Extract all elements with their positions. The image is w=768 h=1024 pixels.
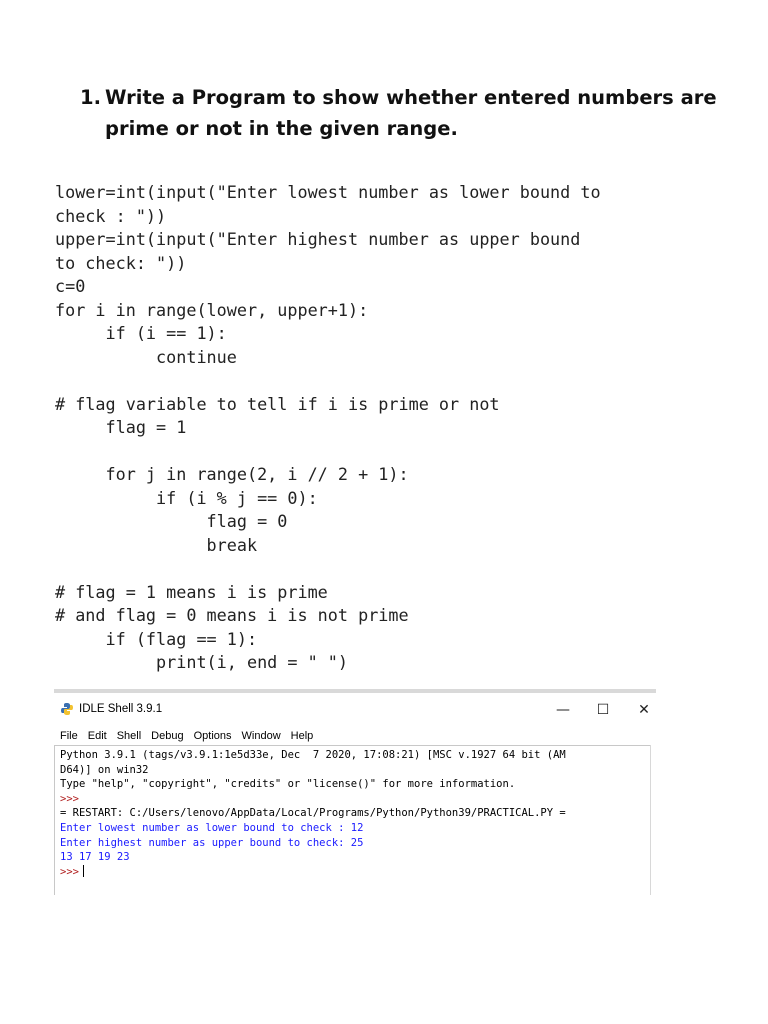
code-line: check : ")) xyxy=(55,205,167,226)
code-line: if (flag == 1): xyxy=(55,628,258,649)
code-line: to check: ")) xyxy=(55,252,187,273)
code-line: upper=int(input("Enter highest number as upper bound xyxy=(55,229,581,249)
code-listing xyxy=(55,181,735,675)
code-line: if (i % j == 0): xyxy=(55,487,318,508)
menu-item-file[interactable]: File xyxy=(60,730,78,742)
python-icon xyxy=(60,702,74,716)
shell-prompt xyxy=(60,792,650,807)
code-line: for j in range(2, i // 2 + 1): xyxy=(55,464,409,484)
shell-line-text: 13 17 19 23 xyxy=(60,851,130,864)
question-heading xyxy=(80,82,720,144)
shell-line-text: >>> xyxy=(60,865,79,878)
menu-item-edit[interactable]: Edit xyxy=(87,730,107,742)
question-number: 1. xyxy=(80,86,101,109)
menu-item-options[interactable]: Options xyxy=(193,730,232,742)
shell-prompt xyxy=(60,865,650,880)
minimize-button[interactable]: — xyxy=(556,702,570,718)
close-button[interactable]: ✕ xyxy=(638,702,650,718)
shell-line-text: Type "help", "copyright", "credits" or "license()" for more information. xyxy=(60,778,516,791)
code-line: if (i == 1): xyxy=(55,323,227,343)
window-title: IDLE Shell 3.9.1 xyxy=(79,703,163,715)
heading-line-1 xyxy=(80,82,720,113)
shell-line xyxy=(60,836,650,851)
code-line: flag = 1 xyxy=(55,417,187,437)
shell-text xyxy=(60,748,650,879)
shell-line-text: Enter lowest number as lower bound to check : 12 xyxy=(60,821,364,834)
menu-item-shell[interactable]: Shell xyxy=(116,730,142,742)
menu-item-window[interactable]: Window xyxy=(241,730,281,742)
code-line: # flag variable to tell if i is prime or not xyxy=(55,393,500,414)
code-line: # and flag = 0 means i is not prime xyxy=(55,605,409,625)
window-titlebar xyxy=(54,695,656,725)
shell-line xyxy=(60,821,650,836)
code-line: continue xyxy=(55,346,237,367)
shell-line xyxy=(60,763,650,778)
text-cursor xyxy=(83,865,85,877)
menu-item-help[interactable]: Help xyxy=(290,730,314,742)
shell-line-text: >>> xyxy=(60,792,79,805)
code-line xyxy=(55,440,735,464)
code-line: for i in range(lower, upper+1): xyxy=(55,299,369,320)
shell-output-area[interactable] xyxy=(54,745,651,895)
code-line: flag = 0 xyxy=(55,511,288,531)
maximize-button[interactable]: ☐ xyxy=(596,702,610,718)
code-line: break xyxy=(55,534,258,555)
shell-line-text: = RESTART: C:/Users/lenovo/AppData/Local/Programs/Python/Python39/PRACTICAL.PY = xyxy=(60,807,566,820)
heading-text-line-1: Write a Program to show whether entered numbers are xyxy=(105,86,717,109)
code-line: # flag = 1 means i is prime xyxy=(55,581,328,602)
shell-line xyxy=(60,806,650,821)
code-line xyxy=(55,369,735,393)
shell-line-text: D64)] on win32 xyxy=(60,763,149,776)
code-line: c=0 xyxy=(55,276,86,296)
shell-line-text: Enter highest number as upper bound to check: 25 xyxy=(60,836,364,849)
shell-line xyxy=(60,777,650,792)
vertical-scrollbar[interactable] xyxy=(650,745,656,895)
menu-bar xyxy=(54,727,318,745)
heading-text-line-2: prime or not in the given range. xyxy=(105,117,458,140)
shell-line xyxy=(60,748,650,763)
code-line: lower=int(input("Enter lowest number as lower bound to xyxy=(55,182,601,202)
idle-shell-window xyxy=(54,689,656,894)
code-line xyxy=(55,557,735,581)
menu-item-debug[interactable]: Debug xyxy=(151,730,184,742)
shell-line-text: Python 3.9.1 (tags/v3.9.1:1e5d33e, Dec 7 2020, 17:08:21) [MSC v.1927 64 bit (AM xyxy=(60,749,566,761)
shell-line xyxy=(60,850,650,865)
code-line: print(i, end = " ") xyxy=(55,652,348,672)
